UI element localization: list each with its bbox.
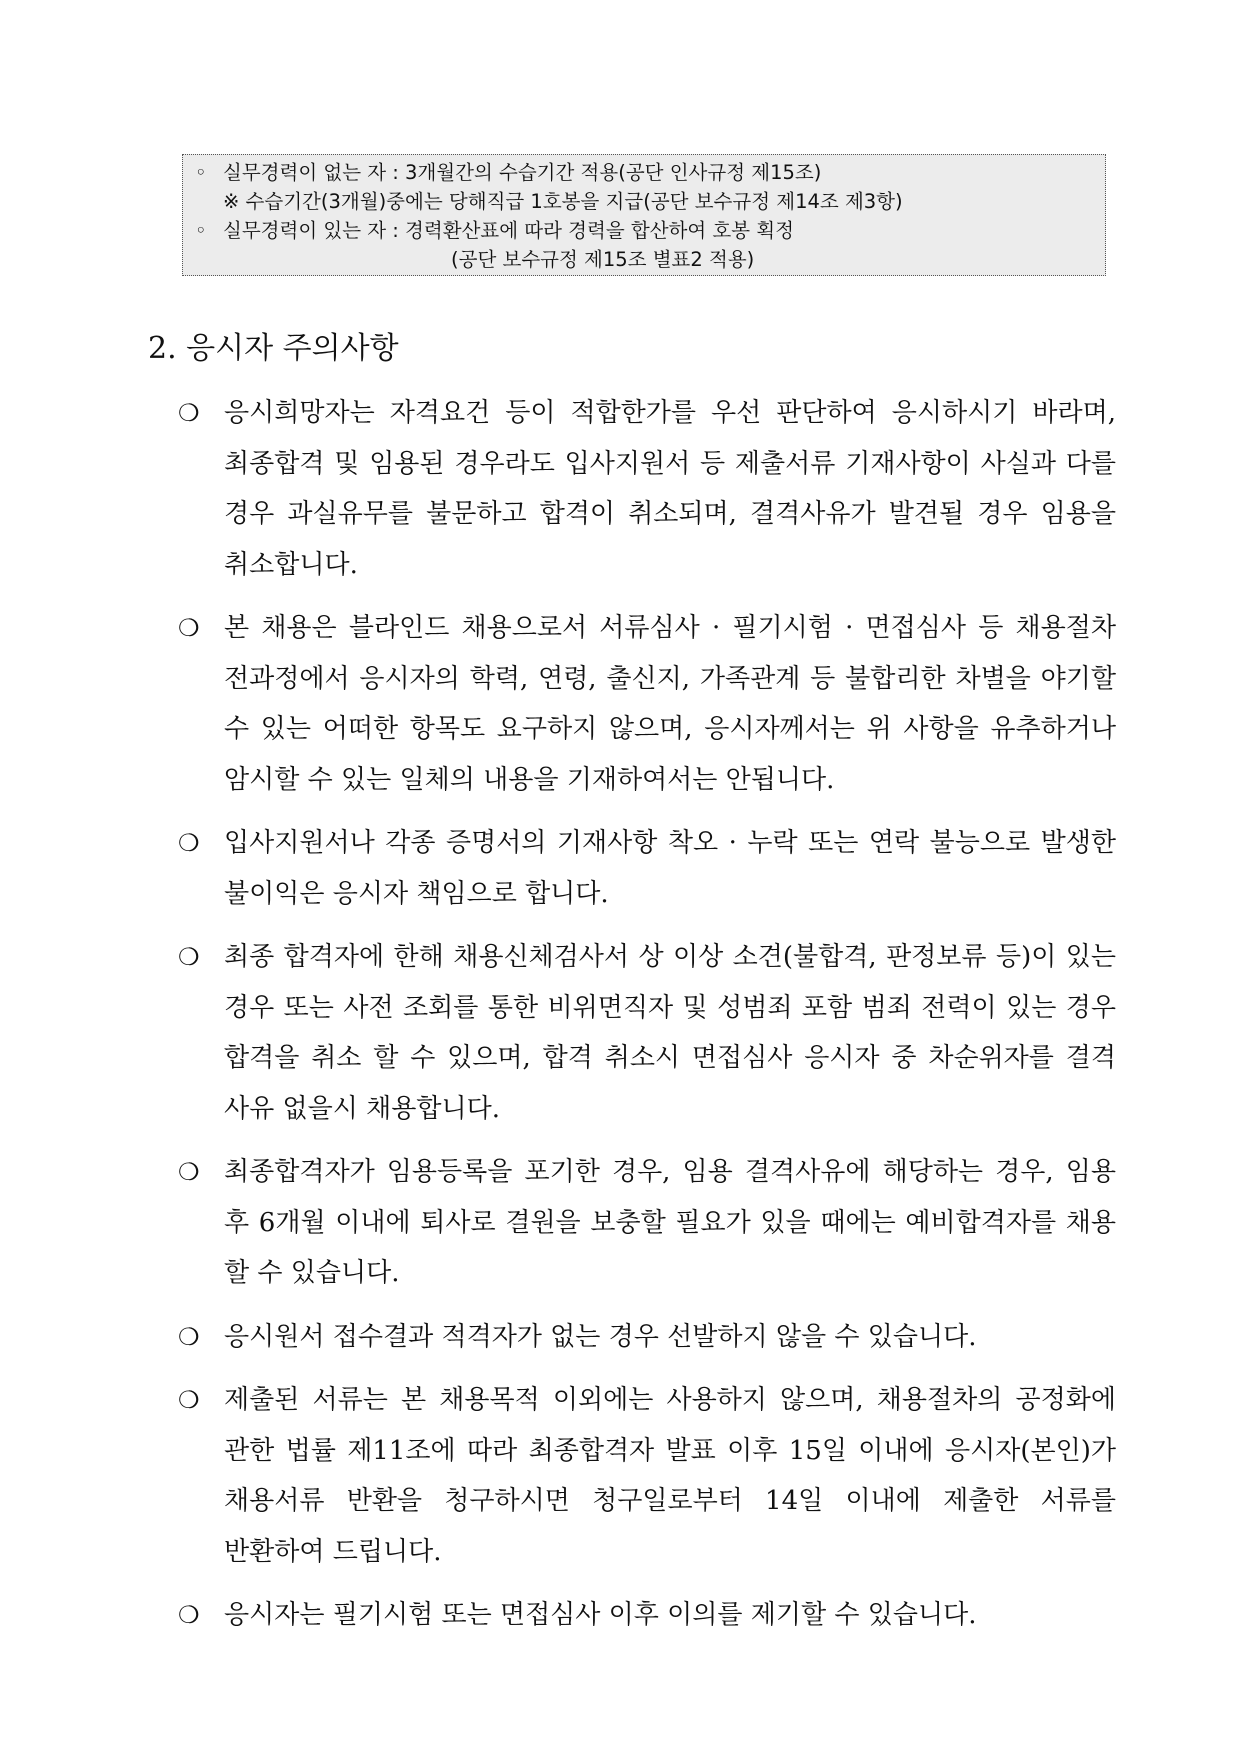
circle-bullet-icon: ❍	[178, 1322, 200, 1351]
caution-item	[178, 603, 1116, 805]
caution-text: 입사지원서나 각종 증명서의 기재사항 착오 · 누락 또는 연락 불능으로 발생한 불이익은 응시자 책임으로 합니다.	[224, 828, 1116, 909]
notice-line-probation-pay	[195, 187, 1105, 216]
small-circle-bullet-icon: ◦	[195, 161, 207, 184]
caution-item	[178, 1375, 1116, 1577]
caution-text: 응시자는 필기시험 또는 면접심사 이후 이의를 제기할 수 있습니다.	[224, 1600, 977, 1630]
caution-text: 최종 합격자에 한해 채용신체검사서 상 이상 소견(불합격, 판정보류 등)이 있는 경우 또는 사전 조회를 통한 비위면직자 및 성범죄 포함 범죄 전력이 있는 경우 합격을 취소 할 수 있으며, 합격 취소시 면접심사 응시자 중 차순위자를 결격 사유 없을시 채용합니다.	[224, 942, 1116, 1124]
notice-text: (공단 보수규정 제15조 별표2 적용)	[451, 248, 755, 271]
caution-item	[178, 1590, 1116, 1641]
section-heading: 2. 응시자 주의사항	[148, 331, 399, 366]
circle-bullet-icon: ❍	[178, 399, 200, 427]
circle-bullet-icon: ❍	[178, 829, 200, 857]
notice-text: 실무경력이 있는 자 : 경력환산표에 따라 경력을 합산하여 호봉 획정	[223, 219, 794, 242]
caution-item	[178, 932, 1116, 1134]
caution-item	[178, 1312, 1116, 1363]
caution-item	[178, 1147, 1116, 1299]
circle-bullet-icon: ❍	[178, 943, 200, 971]
caution-text: 응시희망자는 자격요건 등이 적합한가를 우선 판단하여 응시하시기 바라며, 최종합격 및 임용된 경우라도 입사지원서 등 제출서류 기재사항이 사실과 다를 경우 과실유무를 불문하고 합격이 취소되며, 결격사유가 발견될 경우 임용을 취소합니다.	[224, 398, 1116, 580]
circle-bullet-icon: ❍	[178, 614, 200, 642]
notice-text: 실무경력이 없는 자 : 3개월간의 수습기간 적용(공단 인사규정 제15조)	[223, 161, 822, 184]
small-circle-bullet-icon: ◦	[195, 219, 207, 242]
notice-line-regulation-ref	[195, 245, 1105, 274]
circle-bullet-icon: ❍	[178, 1601, 200, 1629]
notice-text: ※ 수습기간(3개월)중에는 당해직급 1호봉을 지급(공단 보수규정 제14조 제3항)	[223, 190, 903, 213]
caution-item	[178, 388, 1116, 590]
caution-list	[178, 388, 1116, 1654]
caution-text: 최종합격자가 임용등록을 포기한 경우, 임용 결격사유에 해당하는 경우, 임용 후 6개월 이내에 퇴사로 결원을 보충할 필요가 있을 때에는 예비합격자를 채용 할 수 있습니다.	[224, 1157, 1116, 1288]
caution-text: 응시원서 접수결과 적격자가 없는 경우 선발하지 않을 수 있습니다.	[224, 1321, 977, 1352]
notice-line-with-experience	[195, 216, 1105, 245]
probation-notice-box	[182, 154, 1106, 276]
circle-bullet-icon: ❍	[178, 1386, 200, 1414]
caution-item	[178, 818, 1116, 919]
circle-bullet-icon: ❍	[178, 1158, 200, 1186]
caution-text: 제출된 서류는 본 채용목적 이외에는 사용하지 않으며, 채용절차의 공정화에 관한 법률 제11조에 따라 최종합격자 발표 이후 15일 이내에 응시자(본인)가 채용서류 반환을 청구하시면 청구일로부터 14일 이내에 제출한 서류를 반환하여 드립니다.	[224, 1385, 1116, 1567]
notice-line-no-experience	[195, 158, 1105, 187]
caution-text: 본 채용은 블라인드 채용으로서 서류심사 · 필기시험 · 면접심사 등 채용절차 전과정에서 응시자의 학력, 연령, 출신지, 가족관계 등 불합리한 차별을 야기할 수 있는 어떠한 항목도 요구하지 않으며, 응시자께서는 위 사항을 유추하거나 암시할 수 있는 일체의 내용을 기재하여서는 안됩니다.	[224, 613, 1116, 795]
